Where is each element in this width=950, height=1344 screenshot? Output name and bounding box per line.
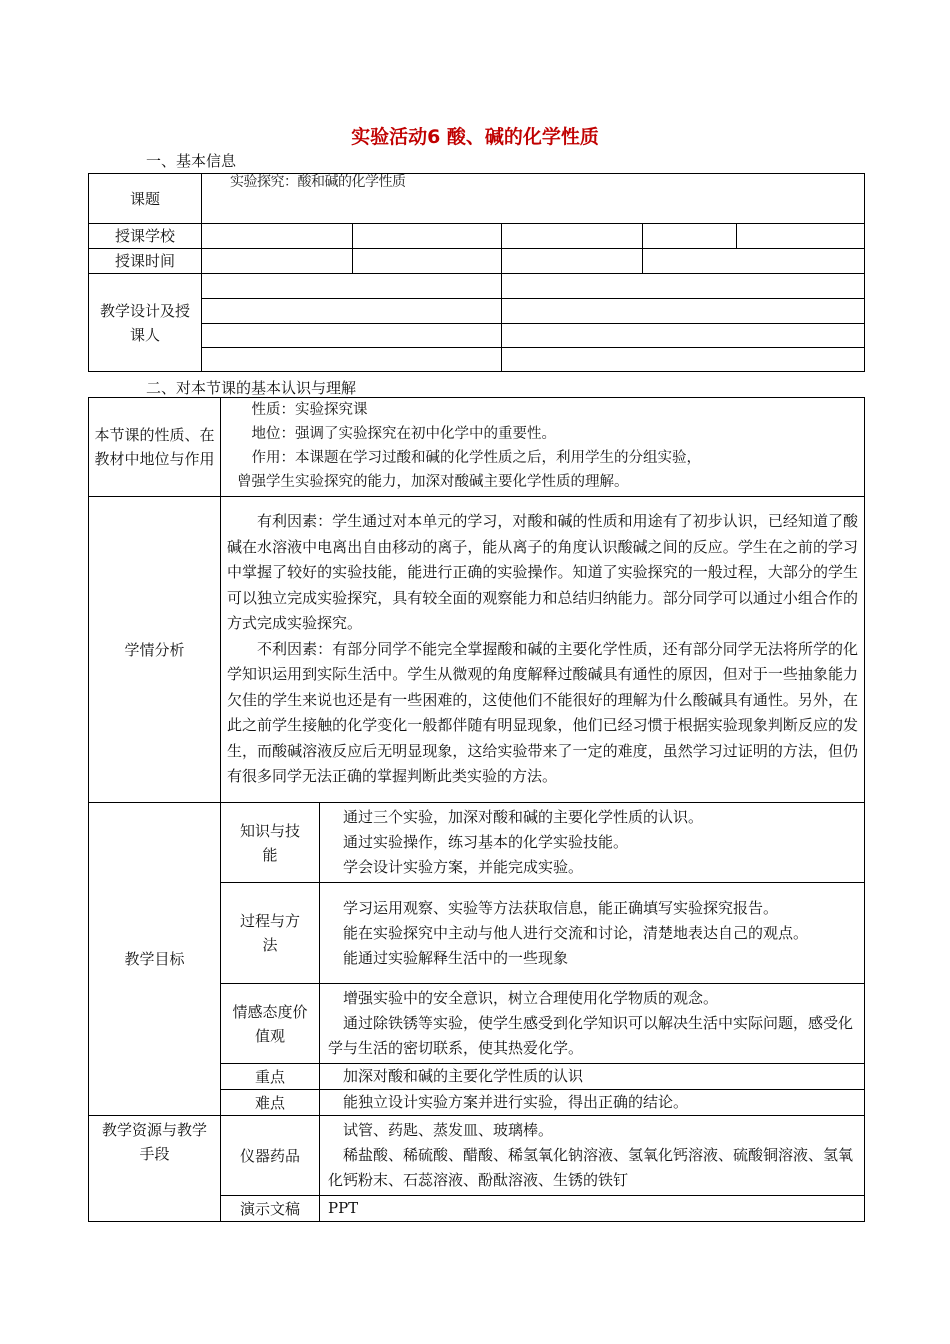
resources-label: 教学资源与教学手段 — [89, 1116, 221, 1222]
time-cell — [202, 249, 353, 274]
understanding-table — [88, 397, 865, 1222]
process-label: 过程与方法 — [221, 883, 320, 984]
process-content — [320, 883, 865, 984]
analysis-label: 学情分析 — [89, 497, 221, 803]
nature-label: 本节课的性质、在教材中地位与作用 — [89, 398, 221, 497]
designer-label: 教学设计及授课人 — [89, 274, 202, 372]
time-cell — [353, 249, 502, 274]
school-cell — [353, 224, 502, 249]
process-line: 能在实验探究中主动与他人进行交流和讨论，清楚地表达自己的观点。 — [343, 923, 809, 942]
favorable-factors: 有利因素：学生通过对本单元的学习，对酸和碱的性质和用途有了初步认识，已经知道了酸碱在水溶液中电离出自由移动的离子，能从离子的角度认识酸碱之间的反应。学生在之前的学习中掌握了较好的实验技能，能进行正确的实验操作。知道了实验探究的一般过程，大部分的学生可以独立完成实验探究，具有较全面的观察能力和总结归纳能力。部分同学可以通过小组合作的方式完成实验探究。 — [227, 512, 858, 633]
analysis-content — [221, 497, 865, 803]
knowledge-content — [320, 803, 865, 883]
unfavorable-factors: 不利因素：有部分同学不能完全掌握酸和碱的主要化学性质，还有部分同学无法将所学的化学知识运用到实际生活中。学生从微观的角度解释过酸碱具有通性的原因，但对于一些抽象能力欠佳的学生来说也还是有一些困难的，这使他们不能很好的理解为什么酸碱具有通性。另外，在此之前学生接触的化学变化一般都伴随有明显现象，他们已经习惯于根据实验现象判断反应的发生，而酸碱溶液反应后无明显现象，这给实验带来了一定的难度，虽然学习过证明的方法，但仍有很多同学无法正确的掌握判断此类实验的方法。 — [227, 639, 858, 786]
time-cell — [502, 249, 643, 274]
designer-cell — [202, 274, 502, 299]
designer-cell — [502, 348, 865, 372]
knowledge-line: 学会设计实验方案，并能完成实验。 — [343, 858, 584, 876]
emotion-content — [320, 984, 865, 1064]
school-cell — [643, 224, 737, 249]
nature-line: 曾强学生实验探究的能力，加深对酸碱主要化学性质的理解。 — [237, 474, 629, 490]
instruments-line: 稀盐酸、稀硫酸、醋酸、稀氢氧化钠溶液、氢氧化钙溶液、硫酸铜溶液、氢氧化钙粉末、石蕊溶液、酚酞溶液、生锈的铁钉 — [328, 1146, 854, 1189]
designer-cell — [502, 324, 865, 348]
key-value — [320, 1064, 865, 1090]
knowledge-line: 通过三个实验，加深对酸和碱的主要化学性质的认识。 — [343, 808, 704, 826]
designer-cell — [502, 299, 865, 324]
basic-info-table — [88, 173, 865, 372]
instruments-label: 仪器药品 — [221, 1116, 320, 1196]
demo-value — [320, 1196, 865, 1222]
instruments-line: 试管、药匙、蒸发皿、玻璃棒。 — [343, 1121, 554, 1139]
nature-line: 性质：实验探究课 — [251, 402, 368, 418]
topic-value: 实验探究：酸和碱的化学性质 — [202, 174, 865, 224]
demo-text: PPT — [328, 1199, 359, 1217]
knowledge-line: 通过实验操作，练习基本的化学实验技能。 — [343, 833, 629, 851]
nature-line: 作用：本课题在学习过酸和碱的化学性质之后，利用学生的分组实验， — [251, 450, 701, 466]
difficult-value — [320, 1090, 865, 1116]
topic-label: 课题 — [89, 174, 202, 224]
demo-label: 演示文稿 — [221, 1196, 320, 1222]
knowledge-label: 知识与技能 — [221, 803, 320, 883]
goals-label: 教学目标 — [89, 803, 221, 1116]
emotion-label: 情感态度价值观 — [221, 984, 320, 1064]
section-heading-understanding: 二、对本节课的基本认识与理解 — [146, 379, 357, 397]
designer-cell — [202, 324, 502, 348]
school-cell — [202, 224, 353, 249]
designer-cell — [502, 274, 865, 299]
difficult-text: 能独立设计实验方案并进行实验，得出正确的结论。 — [343, 1093, 689, 1111]
emotion-line: 增强实验中的安全意识，树立合理使用化学物质的观念。 — [343, 989, 719, 1007]
section-heading-basic-info: 一、基本信息 — [146, 152, 237, 170]
time-label: 授课时间 — [89, 249, 202, 274]
time-cell — [643, 249, 865, 274]
school-label: 授课学校 — [89, 224, 202, 249]
emotion-line: 通过除铁锈等实验，使学生感受到化学知识可以解决生活中实际问题，感受化学与生活的密切联系，使其热爱化学。 — [328, 1014, 854, 1057]
school-cell — [737, 224, 865, 249]
nature-content — [221, 398, 865, 497]
difficult-label: 难点 — [221, 1090, 320, 1116]
page-title: 实验活动6 酸、碱的化学性质 — [351, 126, 599, 148]
process-line: 学习运用观察、实验等方法获取信息，能正确填写实验探究报告。 — [343, 898, 779, 917]
process-line: 能通过实验解释生活中的一些现象 — [343, 948, 569, 967]
key-label: 重点 — [221, 1064, 320, 1090]
instruments-content — [320, 1116, 865, 1196]
nature-line: 地位：强调了实验探究在初中化学中的重要性。 — [251, 426, 556, 442]
school-cell — [502, 224, 643, 249]
designer-cell — [202, 348, 502, 372]
key-text: 加深对酸和碱的主要化学性质的认识 — [343, 1067, 584, 1085]
designer-cell — [202, 299, 502, 324]
